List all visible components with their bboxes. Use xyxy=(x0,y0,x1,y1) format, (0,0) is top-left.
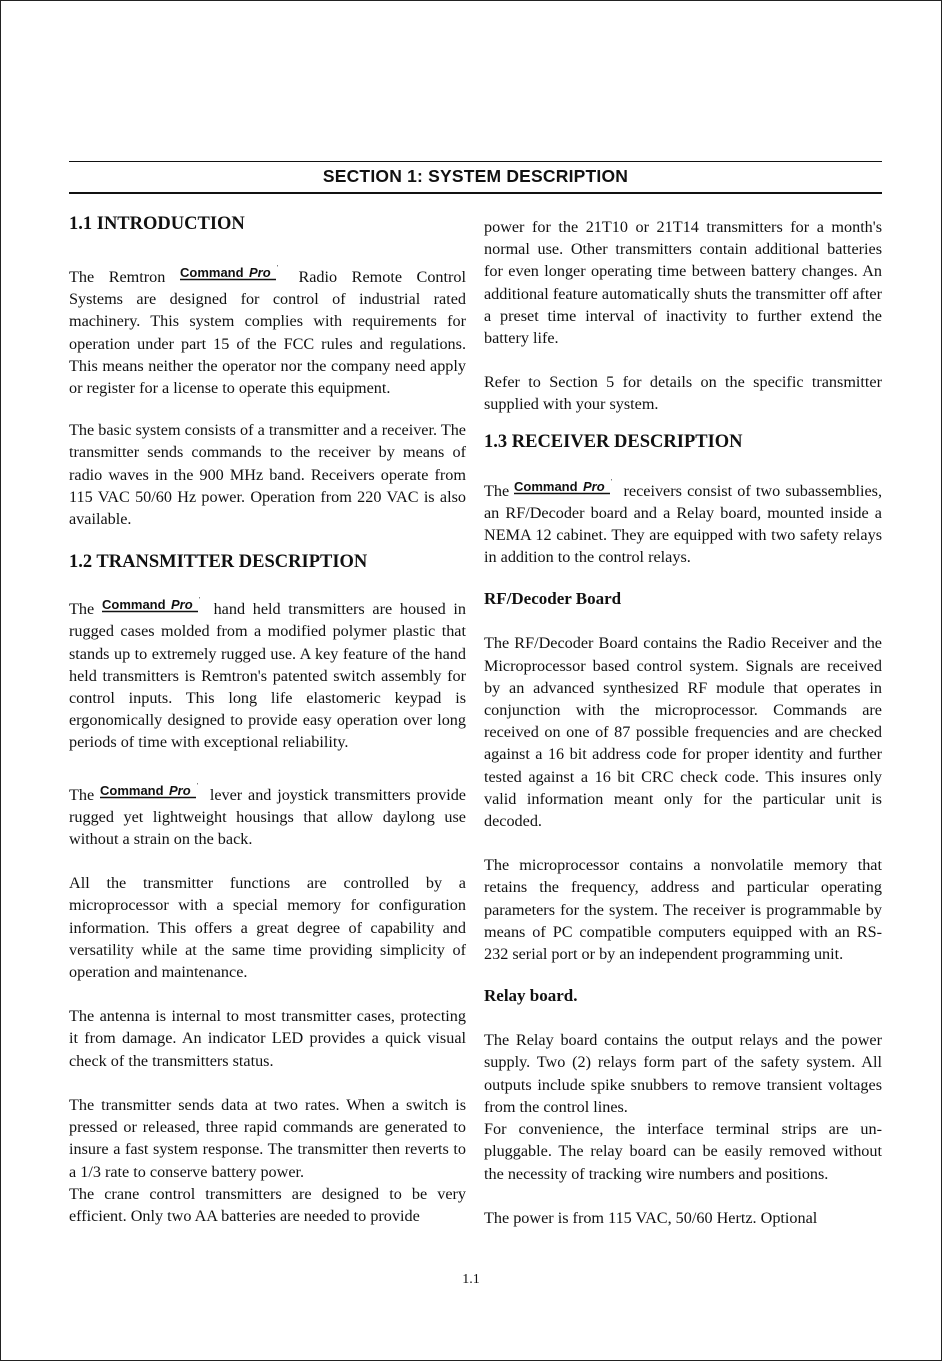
introduction-heading: 1.1 INTRODUCTION xyxy=(69,214,245,234)
rx-p1-lead: The xyxy=(484,481,510,500)
command-pro-logo xyxy=(514,478,618,496)
transmitter-paragraph-4: The antenna is internal to most transmitter cases, protecting it from damage. An indicator LED provides a quick visual check of the transmitters status. xyxy=(69,1007,466,1070)
header-rule-top xyxy=(69,161,882,162)
command-pro-logo xyxy=(180,264,284,282)
header-rule-bottom xyxy=(69,192,882,194)
receiver-heading: 1.3 RECEIVER DESCRIPTION xyxy=(484,431,743,452)
left-column xyxy=(69,212,466,1227)
rf-decoder-paragraph-2: The microprocessor contains a nonvolatile memory that retains the frequency, address and particular operating parameters for the system. The receiver is programmable by means of PC compatible computers equipped with an RS-232 serial port or by an independent programming unit. xyxy=(484,856,882,964)
svg-text:Command: Command xyxy=(179,265,244,280)
relay-paragraph-2: For convenience, the interface terminal strips are un-pluggable. The relay board can be easily removed without the necessity of tracking wire numbers and positions. xyxy=(484,1120,882,1183)
svg-text:': ' xyxy=(197,781,199,790)
rf-decoder-heading: RF/Decoder Board xyxy=(484,589,622,609)
relay-board-heading: Relay board. xyxy=(484,986,578,1006)
svg-text:Pro: Pro xyxy=(169,782,191,798)
section-title: SECTION 1: SYSTEM DESCRIPTION xyxy=(322,166,629,186)
receiver-paragraph xyxy=(484,478,882,569)
rf-decoder-paragraph-1: The RF/Decoder Board contains the Radio Receiver and the Microprocessor based control system. Signals are received by an advanced synthesized RF module that operates in conjunction with the microprocessor. Commands are received on one of 87 possible frequencies and are checked against a 16 bit address code for proper identity and further tested against a 16 bit CRC check code. This insures only valid information meant only for the particular unit is decoded. xyxy=(484,634,882,831)
tx-p2-lead: The xyxy=(69,785,95,804)
tx-p1-lead: The xyxy=(69,600,95,619)
transmitter-paragraph-1 xyxy=(69,596,466,753)
intro-paragraph-1 xyxy=(69,264,466,399)
continued-paragraph: power for the 21T10 or 21T14 transmitters for a month's normal use. Other transmitters contain additional batteries for even longer operating time between battery changes. An additional feature automatically shuts the transmitter off after a preset time interval of inactivity to further extend the battery life. xyxy=(484,218,882,348)
intro-p1-body: Radio Remote Control Systems are designed for control of industrial rated machinery. This system complies with requirements for operation under part 15 of the FCC rules and regulations. This means neither the operator nor the company need apply or register for a license to operate this equipment. xyxy=(69,268,467,398)
tx-p1-body: hand held transmitters are housed in rugged cases molded from a modified polymer plastic that stands up to extremely rugged use. A key feature of the hand held transmitters is Remtron's patented switch assembly for control inputs. This long life elastomeric keypad is ergonomically designed to provide easy operation over long periods of time with exceptional reliability. xyxy=(69,600,467,752)
transmitter-paragraph-3: All the transmitter functions are controlled by a microprocessor with a special memory for configuration information. This offers a great degree of capability and versatility while at the same time providing simplicity of operation and maintenance. xyxy=(69,874,466,982)
intro-paragraph-2: The basic system consists of a transmitter and a receiver. The transmitter sends commands to the receiver by means of radio waves in the 900 MHz band. Receivers operate from 115 VAC 50/60 Hz power. Operation from 220 VAC is also available. xyxy=(69,421,466,529)
command-pro-logo xyxy=(100,782,204,800)
svg-text:Command: Command xyxy=(100,782,164,798)
refer-paragraph: Refer to Section 5 for details on the specific transmitter supplied with your system. xyxy=(484,373,882,414)
relay-paragraph-3: The power is from 115 VAC, 50/60 Hertz. Optional xyxy=(484,1208,818,1227)
svg-text:Pro: Pro xyxy=(170,597,193,613)
intro-p1-lead: The Remtron xyxy=(69,268,166,286)
transmitter-paragraph-5: The transmitter sends data at two rates. When a switch is pressed or released, three rapid commands are generated to insure a fast system response. The transmitter then reverts to a 1/3 rate to conserve battery power. xyxy=(69,1095,466,1181)
svg-text:': ' xyxy=(276,264,279,272)
svg-text:Command: Command xyxy=(514,478,578,494)
svg-text:': ' xyxy=(198,596,201,605)
transmitter-paragraph-2 xyxy=(69,782,466,851)
svg-text:Pro: Pro xyxy=(248,265,271,280)
transmitter-heading: 1.2 TRANSMITTER DESCRIPTION xyxy=(69,552,368,573)
transmitter-paragraph-6: The crane control transmitters are designed to be very efficient. Only two AA batteries are needed to provide xyxy=(69,1184,466,1225)
svg-text:Pro: Pro xyxy=(583,478,606,494)
relay-paragraph-1: The Relay board contains the output relays and the power supply. Two (2) relays form part of the safety system. All outputs include spike snubbers to remove transient voltages from the control lines. xyxy=(484,1031,882,1116)
svg-text:': ' xyxy=(611,477,613,486)
right-column xyxy=(484,216,882,1229)
svg-text:Command: Command xyxy=(101,597,166,613)
tx-p2-body: lever and joystick transmitters provide rugged yet lightweight housings that allow daylong use without a strain on the back. xyxy=(69,785,466,849)
rx-p1-body: receivers consist of two subassemblies, an RF/Decoder board and a Relay board, mounted inside a NEMA 12 cabinet. They are equipped with two safety relays in addition to the control relays. xyxy=(484,481,883,567)
page-number: 1.1 xyxy=(462,1272,480,1287)
command-pro-logo xyxy=(102,596,206,614)
